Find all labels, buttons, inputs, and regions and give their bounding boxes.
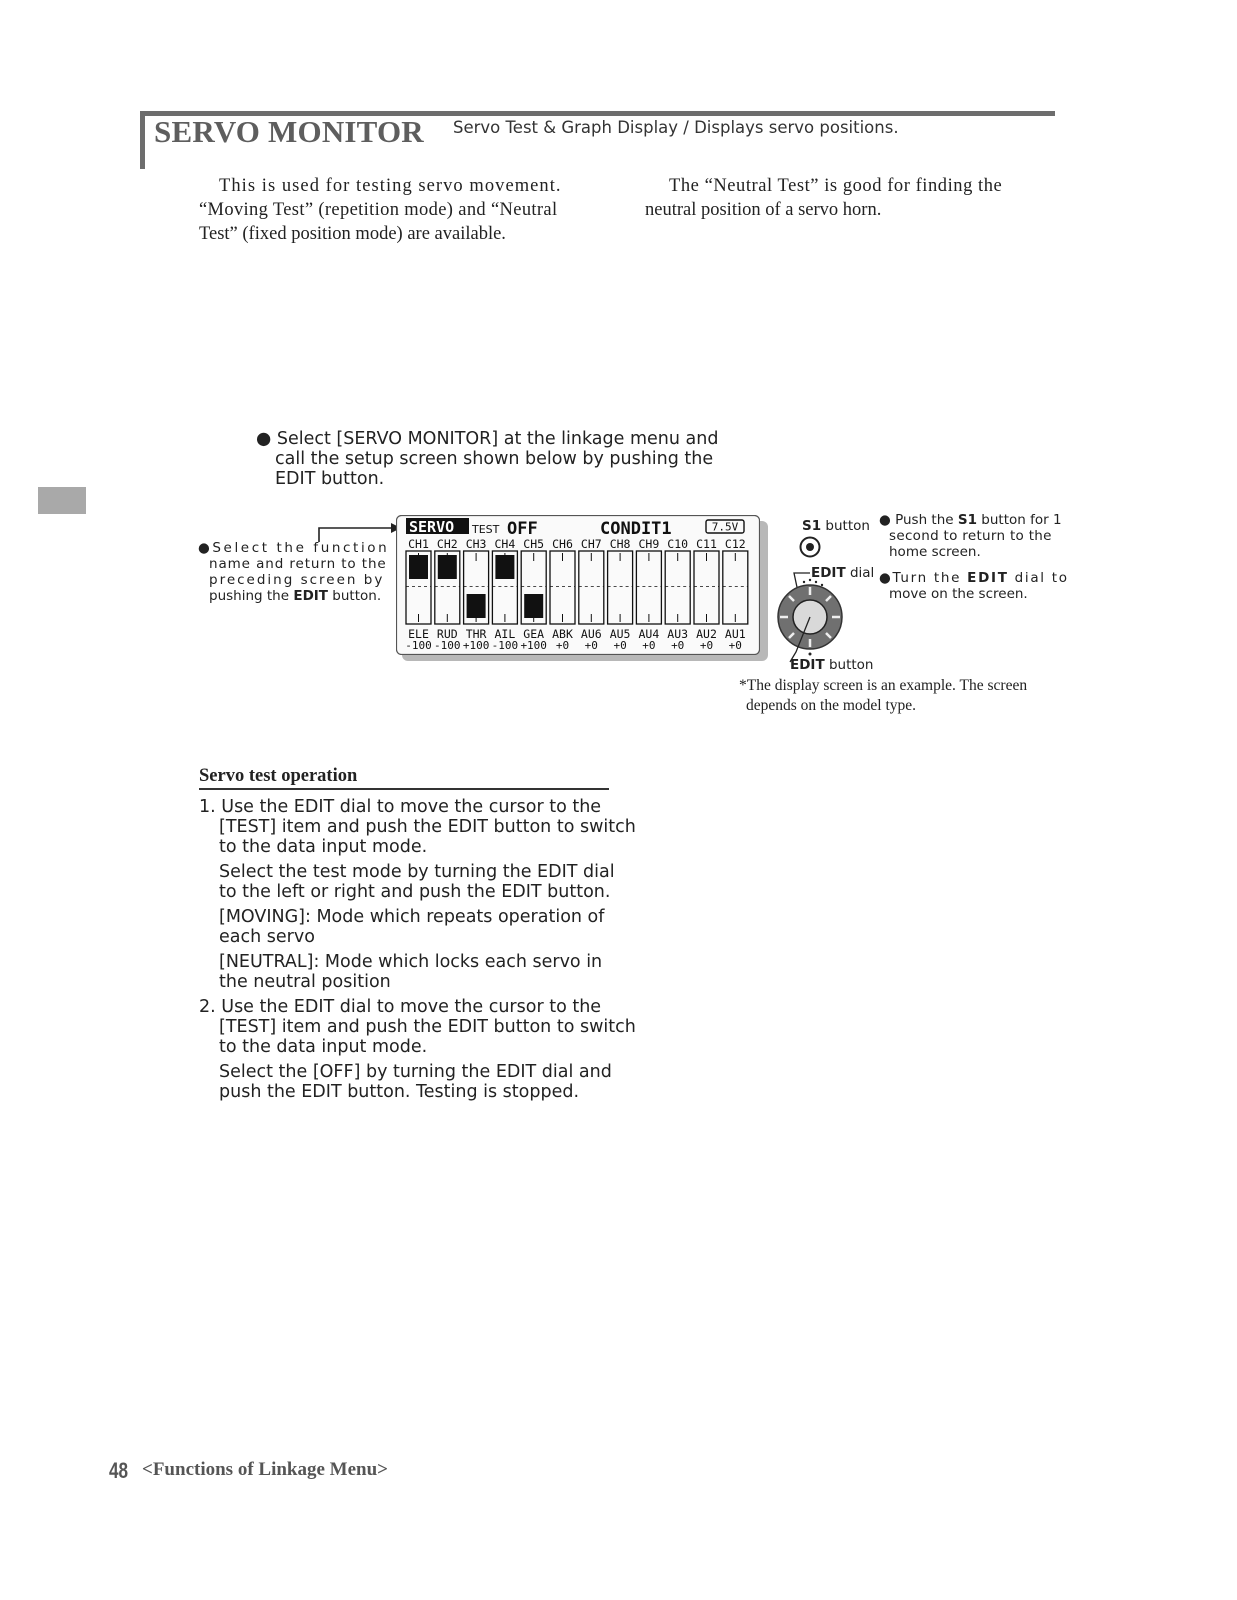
annotation-line: name and return to the	[209, 556, 387, 572]
intro-left-line: Test” (fixed position mode) are available.	[199, 224, 506, 244]
lcd-channel-label: C11	[696, 537, 717, 551]
lcd-servo-bar	[495, 555, 514, 579]
intro-right-paragraph	[645, 174, 1055, 222]
s1-label-bold: S1	[802, 518, 822, 534]
lcd-value-label: -100	[434, 639, 461, 652]
step-line: to the data input mode.	[219, 1037, 428, 1057]
annotation-bold: EDIT	[967, 570, 1009, 586]
page-title: SERVO MONITOR	[154, 114, 424, 149]
annotation-bold: EDIT	[293, 588, 329, 604]
lcd-function-label: AU3	[667, 627, 689, 641]
note-line: depends on the model type.	[746, 697, 917, 714]
lcd-value-label: -100	[405, 639, 432, 652]
step-line: each servo	[219, 927, 315, 947]
step-1-detail	[199, 862, 615, 902]
lcd-value-label: +0	[699, 639, 714, 652]
instruction-line: call the setup screen shown below by pushing the	[275, 449, 714, 469]
control-graphic	[770, 530, 880, 665]
lcd-condition: CONDIT1	[600, 519, 672, 539]
lcd-channel-label: CH7	[580, 537, 602, 551]
step-line: [NEUTRAL]: Mode which locks each servo in	[219, 952, 603, 972]
annotation-text: ● Push the	[879, 512, 958, 528]
lcd-function-label: AU2	[696, 627, 717, 641]
edit-label-bold: EDIT	[790, 657, 825, 673]
step-line: [MOVING]: Mode which repeats operation of	[219, 907, 605, 927]
annotation-line	[198, 588, 388, 604]
step-line: Select the [OFF] by turning the EDIT dial and	[219, 1062, 612, 1082]
step-line: to the left or right and push the EDIT button.	[219, 882, 611, 902]
note-line: *The display screen is an example. The screen	[739, 677, 1028, 694]
lcd-screen	[396, 515, 760, 655]
annotation-text: pushing the	[209, 588, 294, 604]
lcd-value-label: +100	[462, 639, 490, 652]
step-2	[199, 997, 636, 1057]
lcd-value-label: +0	[555, 639, 570, 652]
annotation-text: ●Turn the	[879, 570, 968, 586]
step-line: 2. Use the EDIT dial to move the cursor to the	[199, 997, 602, 1017]
header-bar	[140, 111, 145, 169]
section-footer: <Functions of Linkage Menu>	[142, 1459, 388, 1480]
s1-button-icon[interactable]	[801, 538, 820, 557]
lcd-channel-label: C10	[667, 537, 689, 551]
lcd-channel-label: C12	[724, 537, 746, 551]
instruction-line: EDIT button.	[275, 469, 385, 489]
annotation-text: dial to	[1008, 570, 1069, 586]
lcd-function-label: ELE	[408, 627, 429, 641]
annotation-line: ●Select the function	[198, 540, 390, 556]
side-tab	[38, 487, 86, 514]
lcd-channel-label: CH6	[552, 537, 573, 551]
lcd-test-value: OFF	[507, 519, 538, 539]
annotation-connector	[315, 520, 405, 550]
lcd-function-label: AU4	[638, 627, 660, 641]
annotation-bold: S1	[957, 512, 977, 528]
step-1-neutral	[199, 952, 611, 992]
lcd-title: SERVO	[409, 518, 455, 536]
section-heading: Servo test operation	[199, 766, 609, 790]
annotation-text: button for 1	[976, 512, 1062, 528]
lcd-function-label: AU5	[609, 627, 631, 641]
lcd-test-label: TEST	[472, 523, 500, 536]
dial-label-text: dial	[845, 565, 875, 581]
right-annotations	[879, 512, 1069, 602]
operation-steps	[199, 797, 636, 1107]
step-line: Select the test mode by turning the EDIT dial	[219, 862, 615, 882]
lcd-servo-bar	[409, 555, 428, 579]
annotation-line: preceding screen by	[209, 572, 385, 588]
lcd-function-label: AU1	[724, 627, 746, 641]
lcd-value-label: +0	[671, 639, 685, 652]
step-line: [TEST] item and push the EDIT button to switch	[219, 817, 636, 837]
lcd-servo-bar	[467, 594, 486, 618]
page-subtitle: Servo Test & Graph Display / Displays servo positions.	[453, 118, 899, 137]
intro-left-line: “Moving Test” (repetition mode) and “Neutral	[199, 200, 558, 220]
lcd-channel-label: CH3	[465, 537, 487, 551]
intro-right-line: neutral position of a servo horn.	[645, 200, 882, 220]
dial-label-bold: EDIT	[811, 565, 846, 581]
step-line: the neutral position	[219, 972, 391, 992]
lcd-voltage: 7.5V	[711, 520, 739, 534]
lcd-channel-label: CH5	[523, 537, 545, 551]
lcd-function-label: RUD	[436, 627, 458, 641]
lcd-value-label: +0	[642, 639, 656, 652]
step-line: push the EDIT button. Testing is stopped.	[219, 1082, 580, 1102]
lcd-function-label: GEA	[523, 627, 545, 641]
step-1	[199, 797, 636, 857]
intro-left-line: This is used for testing servo movement.	[219, 176, 562, 196]
lcd-servo-bar	[438, 555, 457, 579]
lcd-value-label: +0	[584, 639, 598, 652]
lcd-function-label: THR	[465, 627, 487, 641]
lcd-value-label: -100	[491, 639, 519, 652]
step-line: [TEST] item and push the EDIT button to switch	[219, 1017, 636, 1037]
lcd-value-label: +100	[520, 639, 547, 652]
step-2-detail	[199, 1062, 611, 1102]
lcd-servo-bar	[524, 594, 543, 618]
lcd-channel-label: CH2	[436, 537, 458, 551]
edit-label-text: button	[824, 657, 874, 673]
lcd-channel-label: CH1	[408, 537, 429, 551]
annotation-line: move on the screen.	[889, 586, 1028, 602]
lcd-channel-label: CH9	[638, 537, 660, 551]
lcd-value-label: +0	[728, 639, 742, 652]
instruction-line: ● Select [SERVO MONITOR] at the linkage menu and	[256, 429, 719, 449]
intro-right-line: The “Neutral Test” is good for finding the	[669, 176, 1003, 196]
annotation-line	[879, 512, 1062, 528]
step-1-moving	[199, 907, 611, 947]
lcd-function-label: AIL	[494, 627, 516, 641]
page-number: 48	[109, 1458, 129, 1483]
lcd-function-label: AU6	[580, 627, 602, 641]
lcd-function-label: ABK	[552, 627, 573, 641]
lcd-value-label: +0	[613, 639, 627, 652]
annotation-gap	[879, 560, 1055, 570]
annotation-text: button.	[328, 588, 382, 604]
s1-label-text: button	[821, 518, 870, 534]
select-instruction	[256, 429, 719, 489]
step-line: 1. Use the EDIT dial to move the cursor to the	[199, 797, 602, 817]
lcd-channel-label: CH4	[494, 537, 516, 551]
step-line: to the data input mode.	[219, 837, 428, 857]
annotation-line	[879, 570, 1069, 586]
intro-left-paragraph	[199, 174, 609, 246]
display-note	[739, 676, 1055, 716]
leader-dot	[809, 653, 812, 656]
annotation-line: home screen.	[889, 544, 981, 560]
lcd-channel-label: CH8	[609, 537, 631, 551]
annotation-line: second to return to the	[889, 528, 1052, 544]
